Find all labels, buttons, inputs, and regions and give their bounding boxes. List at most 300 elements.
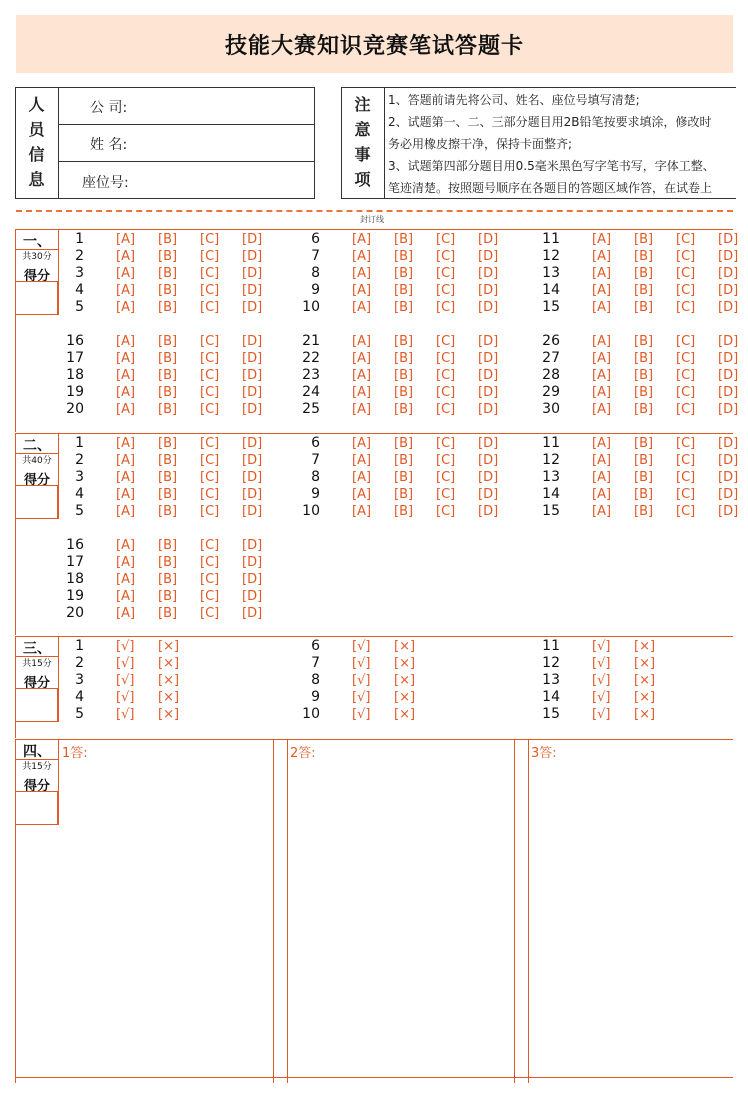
- question-number: 3: [75, 672, 84, 688]
- divider: [58, 124, 315, 125]
- answer-option[interactable]: [D]: [478, 504, 499, 519]
- score-box[interactable]: [15, 791, 58, 825]
- answer-option[interactable]: [D]: [718, 283, 739, 298]
- answer-option[interactable]: [D]: [478, 266, 499, 281]
- answer-option[interactable]: [A]: [592, 453, 612, 468]
- answer-option[interactable]: [×]: [394, 656, 416, 671]
- answer-option[interactable]: [B]: [394, 334, 414, 349]
- question-number: 19: [66, 384, 84, 400]
- answer-option[interactable]: [D]: [242, 504, 263, 519]
- answer-option[interactable]: [B]: [158, 436, 178, 451]
- answer-option[interactable]: [B]: [158, 351, 178, 366]
- answer-option[interactable]: [A]: [352, 249, 372, 264]
- answer-option[interactable]: [A]: [592, 283, 612, 298]
- question-number: 12: [542, 452, 560, 468]
- answer-option[interactable]: [D]: [242, 538, 263, 553]
- answer-option[interactable]: [D]: [242, 589, 263, 604]
- question-number: 18: [66, 571, 84, 587]
- answer-option[interactable]: [A]: [592, 266, 612, 281]
- answer-option[interactable]: [A]: [116, 266, 136, 281]
- company-field[interactable]: 公 司:: [90, 100, 128, 116]
- answer-option[interactable]: [×]: [634, 656, 656, 671]
- answer-option[interactable]: [B]: [158, 572, 178, 587]
- question-number: 11: [542, 435, 560, 451]
- answer-option[interactable]: [D]: [242, 402, 263, 417]
- answer-option[interactable]: [A]: [352, 402, 372, 417]
- answer-option[interactable]: [A]: [116, 436, 136, 451]
- answer-option[interactable]: [A]: [116, 249, 136, 264]
- answer-option[interactable]: [D]: [718, 436, 739, 451]
- answer-option[interactable]: [B]: [634, 504, 654, 519]
- answer-option[interactable]: [A]: [592, 504, 612, 519]
- answer-option[interactable]: [A]: [116, 572, 136, 587]
- answer-option[interactable]: [×]: [394, 690, 416, 705]
- answer-option[interactable]: [B]: [158, 504, 178, 519]
- question-number: 25: [302, 401, 320, 417]
- question-number: 1: [75, 638, 84, 654]
- score-box[interactable]: [15, 688, 58, 722]
- question-number: 5: [75, 706, 84, 722]
- answer-option[interactable]: [C]: [200, 453, 220, 468]
- answer-option[interactable]: [C]: [436, 504, 456, 519]
- answer-option[interactable]: [B]: [394, 470, 414, 485]
- answer-option[interactable]: [B]: [394, 300, 414, 315]
- answer-option[interactable]: [A]: [116, 589, 136, 604]
- answer-option[interactable]: [C]: [200, 436, 220, 451]
- answer-option[interactable]: [C]: [436, 249, 456, 264]
- answer-option[interactable]: [C]: [200, 504, 220, 519]
- answer-option[interactable]: [A]: [592, 385, 612, 400]
- answer-option[interactable]: [×]: [634, 690, 656, 705]
- answer-option[interactable]: [B]: [394, 232, 414, 247]
- question-number: 5: [75, 503, 84, 519]
- divider: [58, 87, 59, 199]
- answer-option[interactable]: [A]: [592, 232, 612, 247]
- question-number: 30: [542, 401, 560, 417]
- question-number: 14: [542, 689, 560, 705]
- answer-option[interactable]: [D]: [242, 470, 263, 485]
- question-number: 1: [75, 231, 84, 247]
- question-number: 4: [75, 282, 84, 298]
- question-number: 13: [542, 265, 560, 281]
- answer-option[interactable]: [A]: [116, 232, 136, 247]
- answer-option[interactable]: [A]: [592, 436, 612, 451]
- answer-option[interactable]: [B]: [634, 402, 654, 417]
- answer-option[interactable]: [√]: [592, 673, 611, 688]
- answer-area-1[interactable]: [59, 759, 273, 1069]
- answer-option[interactable]: [D]: [478, 385, 499, 400]
- answer-option[interactable]: [C]: [676, 283, 696, 298]
- answer-option[interactable]: [C]: [436, 368, 456, 383]
- answer-option[interactable]: [C]: [200, 589, 220, 604]
- answer-option[interactable]: [B]: [158, 368, 178, 383]
- answer-option[interactable]: [√]: [592, 690, 611, 705]
- answer-option[interactable]: [B]: [158, 606, 178, 621]
- answer-option[interactable]: [D]: [242, 368, 263, 383]
- answer-option[interactable]: [D]: [242, 249, 263, 264]
- answer-option[interactable]: [B]: [394, 368, 414, 383]
- answer-option[interactable]: [√]: [116, 673, 135, 688]
- answer-option[interactable]: [A]: [352, 232, 372, 247]
- score-box[interactable]: [15, 485, 58, 519]
- answer-option[interactable]: [D]: [478, 453, 499, 468]
- seal-label: 封订线: [360, 215, 384, 224]
- question-number: 7: [311, 655, 320, 671]
- answer-option[interactable]: [B]: [634, 368, 654, 383]
- answer-option[interactable]: [C]: [200, 538, 220, 553]
- answer-option[interactable]: [C]: [436, 385, 456, 400]
- answer-option[interactable]: [D]: [718, 334, 739, 349]
- answer-option[interactable]: [×]: [158, 690, 180, 705]
- question-number: 15: [542, 706, 560, 722]
- answer-option[interactable]: [C]: [676, 385, 696, 400]
- question-number: 3: [75, 265, 84, 281]
- answer-option[interactable]: [D]: [242, 487, 263, 502]
- answer-option[interactable]: [C]: [200, 402, 220, 417]
- answer-option[interactable]: [B]: [394, 249, 414, 264]
- answer-option[interactable]: [C]: [200, 470, 220, 485]
- answer-option[interactable]: [A]: [352, 300, 372, 315]
- question-number: 2: [75, 655, 84, 671]
- answer-option[interactable]: [C]: [436, 487, 456, 502]
- answer-option[interactable]: [×]: [394, 639, 416, 654]
- answer-option[interactable]: [D]: [242, 453, 263, 468]
- answer-option[interactable]: [×]: [634, 707, 656, 722]
- answer-option[interactable]: [A]: [116, 453, 136, 468]
- question-number: 5: [75, 299, 84, 315]
- answer-option[interactable]: [A]: [116, 555, 136, 570]
- name-field[interactable]: 姓 名:: [90, 137, 128, 153]
- answer-option[interactable]: [B]: [634, 487, 654, 502]
- answer-option[interactable]: [D]: [478, 487, 499, 502]
- question-number: 6: [311, 638, 320, 654]
- answer-option[interactable]: [D]: [718, 402, 739, 417]
- answer-option[interactable]: [A]: [352, 334, 372, 349]
- answer-option[interactable]: [D]: [718, 300, 739, 315]
- answer-option[interactable]: [√]: [116, 690, 135, 705]
- answer-option[interactable]: [√]: [352, 656, 371, 671]
- answer-option[interactable]: [B]: [158, 589, 178, 604]
- answer-option[interactable]: [B]: [158, 232, 178, 247]
- question-number: 10: [302, 503, 320, 519]
- answer-option[interactable]: [D]: [478, 334, 499, 349]
- note-line: 1、答题前请先将公司、姓名、座位号填写清楚;: [388, 93, 640, 107]
- answer-option[interactable]: [D]: [478, 368, 499, 383]
- answer-option[interactable]: [A]: [352, 283, 372, 298]
- answer-option[interactable]: [D]: [718, 470, 739, 485]
- answer-option[interactable]: [D]: [718, 266, 739, 281]
- answer-option[interactable]: [A]: [352, 385, 372, 400]
- answer-option[interactable]: [A]: [352, 470, 372, 485]
- answer-label: 1答:: [62, 746, 88, 761]
- answer-option[interactable]: [A]: [592, 487, 612, 502]
- answer-option[interactable]: [B]: [158, 283, 178, 298]
- divider: [15, 453, 58, 454]
- answer-option[interactable]: [A]: [352, 487, 372, 502]
- answer-option[interactable]: [C]: [436, 334, 456, 349]
- answer-option[interactable]: [A]: [116, 402, 136, 417]
- answer-column-divider: [273, 739, 274, 1083]
- question-number: 13: [542, 672, 560, 688]
- answer-option[interactable]: [C]: [676, 300, 696, 315]
- question-number: 1: [75, 435, 84, 451]
- answer-option[interactable]: [B]: [634, 283, 654, 298]
- answer-option[interactable]: [D]: [242, 266, 263, 281]
- answer-option[interactable]: [C]: [436, 283, 456, 298]
- answer-option[interactable]: [C]: [676, 470, 696, 485]
- answer-option[interactable]: [B]: [394, 504, 414, 519]
- answer-option[interactable]: [A]: [116, 368, 136, 383]
- answer-option[interactable]: [B]: [158, 538, 178, 553]
- answer-option[interactable]: [√]: [352, 690, 371, 705]
- answer-option[interactable]: [√]: [352, 639, 371, 654]
- answer-option[interactable]: [C]: [436, 453, 456, 468]
- answer-option[interactable]: [A]: [116, 504, 136, 519]
- answer-option[interactable]: [B]: [394, 283, 414, 298]
- answer-option[interactable]: [D]: [478, 436, 499, 451]
- answer-option[interactable]: [C]: [676, 232, 696, 247]
- question-number: 24: [302, 384, 320, 400]
- answer-option[interactable]: [B]: [634, 232, 654, 247]
- answer-option[interactable]: [D]: [478, 232, 499, 247]
- answer-option[interactable]: [A]: [352, 453, 372, 468]
- answer-option[interactable]: [C]: [200, 606, 220, 621]
- question-number: 29: [542, 384, 560, 400]
- answer-option[interactable]: [D]: [718, 385, 739, 400]
- answer-option[interactable]: [A]: [116, 351, 136, 366]
- answer-option[interactable]: [C]: [436, 436, 456, 451]
- answer-option[interactable]: [A]: [592, 470, 612, 485]
- answer-option[interactable]: [D]: [718, 453, 739, 468]
- answer-option[interactable]: [B]: [158, 555, 178, 570]
- answer-option[interactable]: [B]: [634, 334, 654, 349]
- answer-option[interactable]: [√]: [116, 656, 135, 671]
- score-label: 得分: [23, 676, 50, 691]
- answer-option[interactable]: [C]: [676, 249, 696, 264]
- answer-option[interactable]: [A]: [352, 266, 372, 281]
- answer-option[interactable]: [D]: [718, 249, 739, 264]
- answer-option[interactable]: [C]: [436, 470, 456, 485]
- question-number: 14: [542, 486, 560, 502]
- answer-option[interactable]: [C]: [436, 266, 456, 281]
- answer-option[interactable]: [C]: [200, 385, 220, 400]
- seat-field[interactable]: 座位号:: [82, 175, 129, 191]
- answer-option[interactable]: [×]: [158, 639, 180, 654]
- answer-option[interactable]: [B]: [634, 385, 654, 400]
- answer-option[interactable]: [A]: [352, 351, 372, 366]
- answer-option[interactable]: [C]: [676, 453, 696, 468]
- divider: [384, 87, 385, 199]
- answer-option[interactable]: [A]: [116, 385, 136, 400]
- answer-option[interactable]: [×]: [634, 639, 656, 654]
- answer-option[interactable]: [A]: [592, 402, 612, 417]
- question-number: 6: [311, 231, 320, 247]
- answer-option[interactable]: [D]: [478, 470, 499, 485]
- question-number: 20: [66, 605, 84, 621]
- answer-option[interactable]: [C]: [200, 368, 220, 383]
- answer-option[interactable]: [×]: [394, 673, 416, 688]
- answer-option[interactable]: [D]: [242, 436, 263, 451]
- answer-option[interactable]: [C]: [200, 249, 220, 264]
- question-number: 12: [542, 248, 560, 264]
- answer-option[interactable]: [×]: [394, 707, 416, 722]
- answer-option[interactable]: [D]: [242, 606, 263, 621]
- answer-option[interactable]: [B]: [394, 453, 414, 468]
- answer-option[interactable]: [A]: [116, 283, 136, 298]
- answer-label: 3答:: [531, 746, 557, 761]
- answer-option[interactable]: [B]: [634, 300, 654, 315]
- answer-option[interactable]: [B]: [158, 470, 178, 485]
- question-number: 2: [75, 452, 84, 468]
- answer-option[interactable]: [×]: [158, 707, 180, 722]
- section-border: [15, 1077, 733, 1078]
- answer-option[interactable]: [A]: [352, 368, 372, 383]
- answer-option[interactable]: [C]: [676, 504, 696, 519]
- answer-option[interactable]: [B]: [634, 436, 654, 451]
- answer-option[interactable]: [A]: [352, 504, 372, 519]
- divider: [15, 656, 58, 657]
- answer-option[interactable]: [A]: [116, 470, 136, 485]
- answer-option[interactable]: [B]: [394, 487, 414, 502]
- answer-option[interactable]: [D]: [478, 402, 499, 417]
- note-line: 2、试题第一、二、三部分题目用2B铅笔按要求填涂，修改时: [388, 115, 712, 129]
- answer-option[interactable]: [A]: [116, 487, 136, 502]
- answer-option[interactable]: [D]: [718, 487, 739, 502]
- answer-option[interactable]: [C]: [436, 402, 456, 417]
- question-number: 3: [75, 469, 84, 485]
- answer-option[interactable]: [C]: [676, 351, 696, 366]
- answer-option[interactable]: [D]: [242, 385, 263, 400]
- answer-option[interactable]: [√]: [352, 707, 371, 722]
- answer-option[interactable]: [B]: [158, 266, 178, 281]
- question-number: 19: [66, 588, 84, 604]
- answer-option[interactable]: [B]: [394, 436, 414, 451]
- question-number: 10: [302, 299, 320, 315]
- answer-option[interactable]: [C]: [200, 334, 220, 349]
- answer-option[interactable]: [C]: [200, 232, 220, 247]
- answer-option[interactable]: [B]: [158, 453, 178, 468]
- seal-line: [16, 210, 733, 212]
- answer-option[interactable]: [√]: [116, 639, 135, 654]
- answer-option[interactable]: [A]: [592, 351, 612, 366]
- question-number: 18: [66, 367, 84, 383]
- answer-option[interactable]: [√]: [592, 639, 611, 654]
- answer-option[interactable]: [D]: [718, 368, 739, 383]
- answer-option[interactable]: [C]: [200, 487, 220, 502]
- answer-option[interactable]: [B]: [158, 300, 178, 315]
- answer-option[interactable]: [√]: [352, 673, 371, 688]
- answer-option[interactable]: [C]: [200, 300, 220, 315]
- answer-option[interactable]: [×]: [158, 673, 180, 688]
- answer-option[interactable]: [C]: [200, 351, 220, 366]
- answer-option[interactable]: [B]: [634, 453, 654, 468]
- answer-option[interactable]: [C]: [436, 300, 456, 315]
- answer-option[interactable]: [C]: [676, 436, 696, 451]
- answer-option[interactable]: [D]: [478, 249, 499, 264]
- answer-option[interactable]: [B]: [634, 249, 654, 264]
- answer-option[interactable]: [A]: [116, 300, 136, 315]
- answer-option[interactable]: [A]: [592, 334, 612, 349]
- score-box[interactable]: [15, 281, 58, 315]
- answer-option[interactable]: [A]: [592, 368, 612, 383]
- answer-option[interactable]: [B]: [634, 266, 654, 281]
- answer-option[interactable]: [C]: [436, 232, 456, 247]
- answer-option[interactable]: [√]: [116, 707, 135, 722]
- question-number: 21: [302, 333, 320, 349]
- score-label: 得分: [23, 473, 50, 488]
- answer-option[interactable]: [A]: [116, 334, 136, 349]
- answer-option[interactable]: [B]: [158, 385, 178, 400]
- answer-option[interactable]: [C]: [676, 266, 696, 281]
- answer-option[interactable]: [A]: [592, 300, 612, 315]
- answer-option[interactable]: [D]: [718, 232, 739, 247]
- answer-option[interactable]: [A]: [592, 249, 612, 264]
- answer-area-3[interactable]: [529, 759, 733, 1069]
- answer-option[interactable]: [D]: [242, 300, 263, 315]
- answer-option[interactable]: [A]: [352, 436, 372, 451]
- answer-option[interactable]: [C]: [200, 283, 220, 298]
- answer-option[interactable]: [B]: [158, 487, 178, 502]
- answer-area-2[interactable]: [288, 759, 514, 1069]
- answer-option[interactable]: [D]: [718, 504, 739, 519]
- answer-option[interactable]: [D]: [478, 283, 499, 298]
- answer-option[interactable]: [C]: [676, 334, 696, 349]
- answer-option[interactable]: [D]: [242, 351, 263, 366]
- answer-option[interactable]: [B]: [158, 249, 178, 264]
- question-number: 4: [75, 689, 84, 705]
- answer-option[interactable]: [D]: [242, 555, 263, 570]
- answer-option[interactable]: [D]: [242, 232, 263, 247]
- note-line: 3、试题第四部分题目用0.5毫米黑色写字笔书写，字体工整、: [388, 159, 715, 173]
- answer-option[interactable]: [B]: [158, 402, 178, 417]
- answer-option[interactable]: [B]: [394, 351, 414, 366]
- section-points: 共15分: [22, 762, 52, 772]
- answer-option[interactable]: [D]: [478, 351, 499, 366]
- answer-option[interactable]: [B]: [394, 385, 414, 400]
- answer-option[interactable]: [C]: [200, 555, 220, 570]
- answer-option[interactable]: [D]: [242, 283, 263, 298]
- question-number: 8: [311, 469, 320, 485]
- answer-option[interactable]: [C]: [436, 351, 456, 366]
- note-line: 笔迹清楚。按照题号顺序在各题目的答题区域作答，在试卷上: [388, 181, 713, 195]
- question-number: 16: [66, 537, 84, 553]
- question-number: 26: [542, 333, 560, 349]
- answer-option[interactable]: [D]: [718, 351, 739, 366]
- personnel-info-box: [15, 87, 315, 199]
- answer-option[interactable]: [D]: [242, 334, 263, 349]
- answer-option[interactable]: [B]: [634, 470, 654, 485]
- answer-option[interactable]: [B]: [394, 266, 414, 281]
- answer-option[interactable]: [×]: [158, 656, 180, 671]
- answer-option[interactable]: [D]: [478, 300, 499, 315]
- answer-option[interactable]: [C]: [200, 572, 220, 587]
- answer-option[interactable]: [√]: [592, 656, 611, 671]
- answer-option[interactable]: [A]: [116, 606, 136, 621]
- answer-option[interactable]: [C]: [676, 368, 696, 383]
- question-number: 6: [311, 435, 320, 451]
- answer-option[interactable]: [×]: [634, 673, 656, 688]
- answer-option[interactable]: [A]: [116, 538, 136, 553]
- answer-option[interactable]: [C]: [200, 266, 220, 281]
- answer-option[interactable]: [D]: [242, 572, 263, 587]
- answer-option[interactable]: [B]: [158, 334, 178, 349]
- answer-option[interactable]: [√]: [592, 707, 611, 722]
- answer-option[interactable]: [C]: [676, 402, 696, 417]
- answer-option[interactable]: [B]: [394, 402, 414, 417]
- answer-option[interactable]: [B]: [634, 351, 654, 366]
- question-number: 7: [311, 248, 320, 264]
- answer-option[interactable]: [C]: [676, 487, 696, 502]
